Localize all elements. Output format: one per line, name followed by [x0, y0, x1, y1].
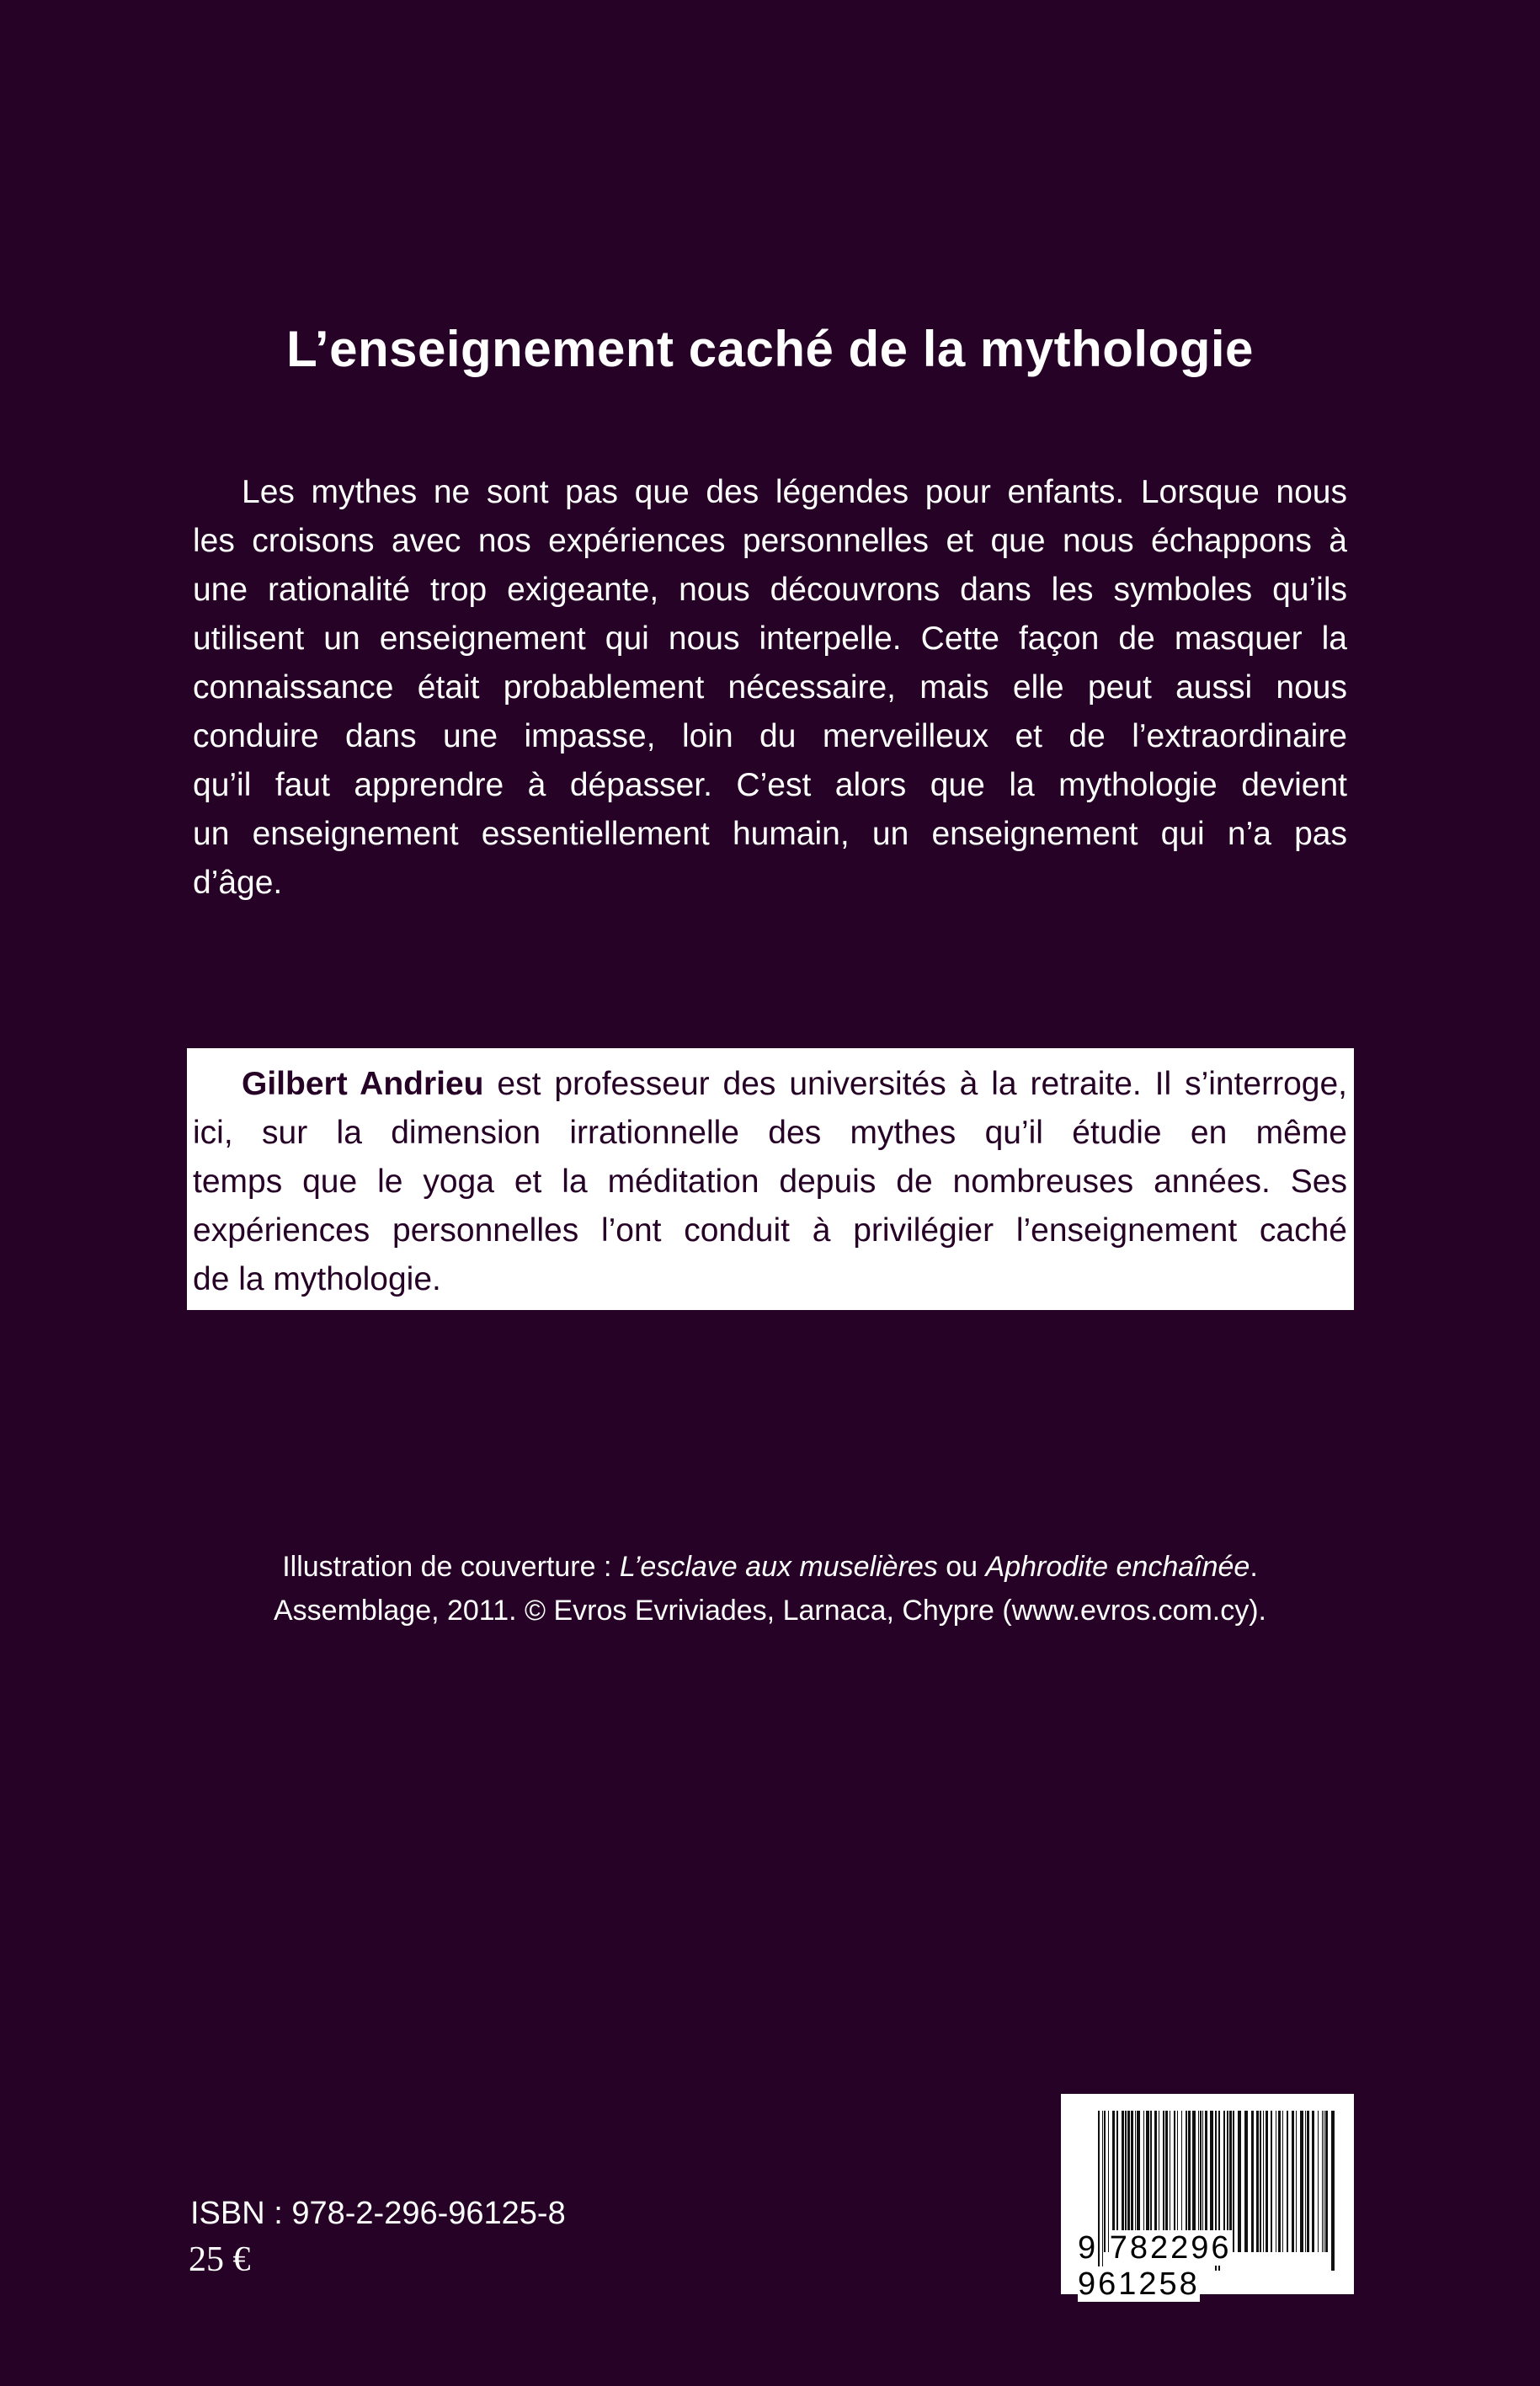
credit-work-title-2: Aphrodite enchaînée: [985, 1551, 1250, 1583]
barcode-right-digits: 961258: [1078, 2266, 1200, 2302]
bio-line: de la mythologie.: [193, 1261, 441, 1297]
credit-suffix: .: [1250, 1551, 1258, 1583]
summary-line: les croisons avec nos expériences personnelles et que nous échappons à: [193, 523, 1347, 559]
summary-line: connaissance était probablement nécessaire, mais elle peut aussi nous: [193, 669, 1347, 706]
barcode-left-digits: 782296: [1109, 2230, 1232, 2266]
author-name: Gilbert Andrieu: [242, 1066, 484, 1102]
summary-line: d’âge.: [193, 865, 283, 901]
summary-line: une rationalité trop exigeante, nous découvrons dans les symboles qu’ils: [193, 572, 1347, 608]
summary-line: un enseignement essentiellement humain, un enseignement qui n’a pas: [193, 816, 1347, 852]
barcode: [1061, 2094, 1354, 2302]
book-title: L’enseignement caché de la mythologie: [286, 321, 1254, 377]
summary-line: qu’il faut apprendre à dépasser. C’est alors que la mythologie devient: [193, 767, 1347, 803]
summary-line: Les mythes ne sont pas que des légendes pour enfants. Lorsque nous: [242, 474, 1347, 510]
summary-line: utilisent un enseignement qui nous interpelle. Cette façon de masquer la: [193, 620, 1347, 657]
bio-line: temps que le yoga et la méditation depuis de nombreuses années. Ses: [193, 1164, 1347, 1200]
price: 25 €: [189, 2240, 251, 2279]
bio-line: expériences personnelles l’ont conduit à privilégier l’enseignement caché: [193, 1212, 1347, 1249]
cover-illustration-credit: [0, 1545, 1540, 1632]
isbn: ISBN : 978-2-296-96125-8: [190, 2196, 566, 2231]
credit-line-2: Assemblage, 2011. © Evros Evriviades, Larnaca, Chypre (www.evros.com.cy).: [274, 1595, 1266, 1627]
author-bio: [193, 1060, 1347, 1304]
summary-paragraph: [193, 468, 1347, 908]
barcode-digits: [1078, 2230, 1347, 2303]
credit-work-title-1: L’esclave aux muselières: [619, 1551, 938, 1583]
summary-line: conduire dans une impasse, loin du merveilleux et de l’extraordinaire: [193, 718, 1347, 754]
bio-line: [193, 1060, 1347, 1109]
credit-prefix: Illustration de couverture :: [282, 1551, 620, 1583]
credit-line-1: [0, 1545, 1540, 1589]
bio-line: ici, sur la dimension irrationnelle des mythes qu’il étudie en même: [193, 1115, 1347, 1151]
bio-text: est professeur des universités à la retraite. Il s’interroge,: [483, 1066, 1347, 1102]
credit-or: ou: [937, 1551, 986, 1583]
barcode-lead-digit: 9: [1078, 2230, 1099, 2266]
